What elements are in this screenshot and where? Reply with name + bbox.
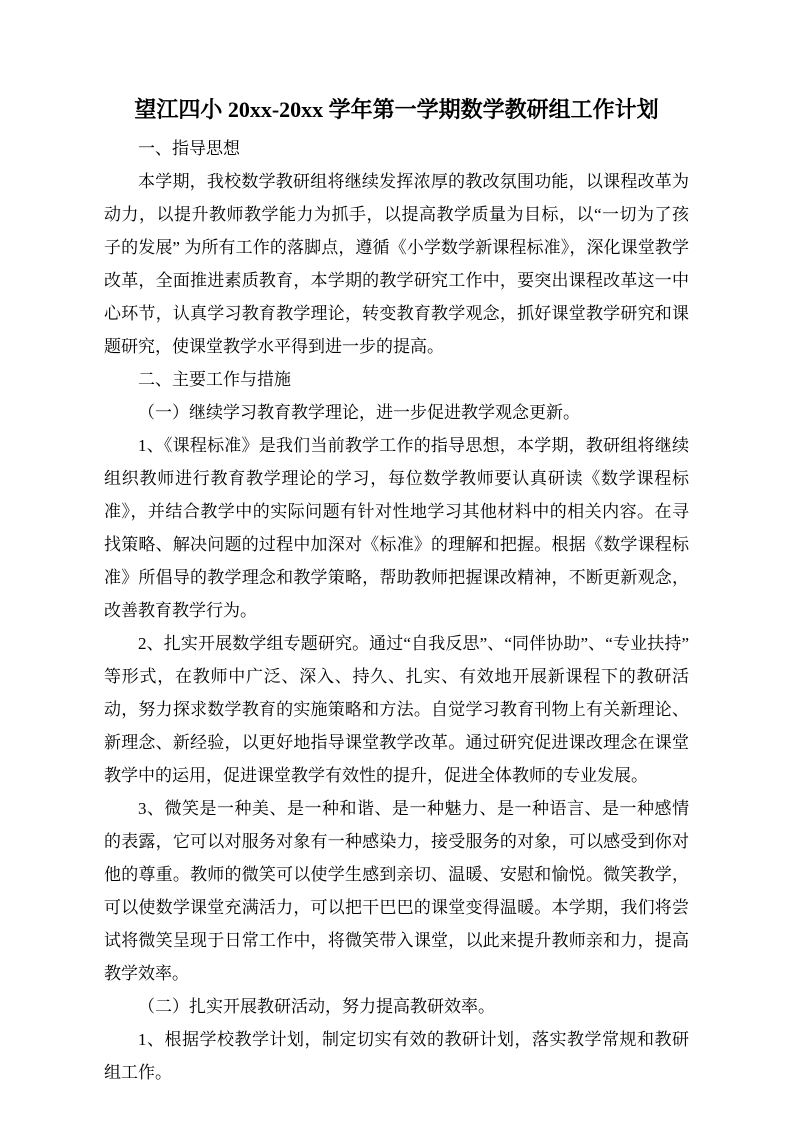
subheading-research-activities: （二）扎实开展教研活动，努力提高教研效率。: [138, 997, 495, 1016]
heading-guiding-ideology: 一、指导思想: [138, 139, 240, 158]
subheading-continue-study-theory: （一）继续学习教育教学理论，进一步促进教学观念更新。: [138, 403, 580, 422]
document-title: 望江四小 20xx-20xx 学年第一学期数学教研组工作计划: [134, 97, 659, 122]
para-smile-teaching: 3、微笑是一种美、是一种和谐、是一种魅力、是一种语言、是一种感情的表露，它可以对服务对象有一种感染力，接受服务的对象，可以感受到你对他的尊重。教师的微笑可以使学生感到亲切、温暖、安慰和愉悦。微笑教学，可以使数学课堂充满活力，可以把干巴巴的课堂变得温暖。本学期，我们将尝试将微笑呈现于日常工作中，将微笑带入课堂，以此来提升教师亲和力，提高教学效率。: [104, 799, 689, 983]
para-special-topic-research: 2、扎实开展数学组专题研究。通过“自我反思”、“同伴协助”、“专业扶持”等形式，在教师中广泛、深入、持久、扎实、有效地开展新课程下的教研活动，努力探求数学教育的实施策略和方法。自觉学习教育刊物上有关新理论、新理念、新经验，以更好地指导课堂教学改革。通过研究促进课改理念在课堂教学中的运用，促进课堂教学有效性的提升，促进全体教师的专业发展。: [104, 634, 689, 785]
para-research-plan: 1、根据学校教学计划，制定切实有效的教研计划，落实教学常规和教研组工作。: [104, 1030, 689, 1082]
heading-main-work-and-measures: 二、主要工作与措施: [138, 370, 291, 389]
para-curriculum-standard-study: 1、《课程标准》是我们当前教学工作的指导思想，本学期，教研组将继续组织教师进行教育教学理论的学习，每位数学教师要认真研读《数学课程标准》，并结合教学中的实际问题有针对性地学习其他材料中的相关内容。在寻找策略、解决问题的过程中加深对《标准》的理解和把握。根据《数学课程标准》所倡导的教学理念和教学策略，帮助教师把握课改精神，不断更新观念，改善教育教学行为。: [104, 436, 689, 620]
para-guiding-ideology-body: 本学期，我校数学教研组将继续发挥浓厚的教改氛围功能，以课程改革为动力，以提升教师教学能力为抓手，以提高教学质量为目标，以“一切为了孩子的发展” 为所有工作的落脚点，遵循《小学数学新课程标准》，深化课堂教学改革，全面推进素质教育，本学期的教学研究工作中，要突出课程改革这一中心环节，认真学习教育教学理论，转变教育教学观念，抓好课堂教学研究和课题研究，使课堂教学水平得到进一步的提高。: [104, 172, 689, 356]
